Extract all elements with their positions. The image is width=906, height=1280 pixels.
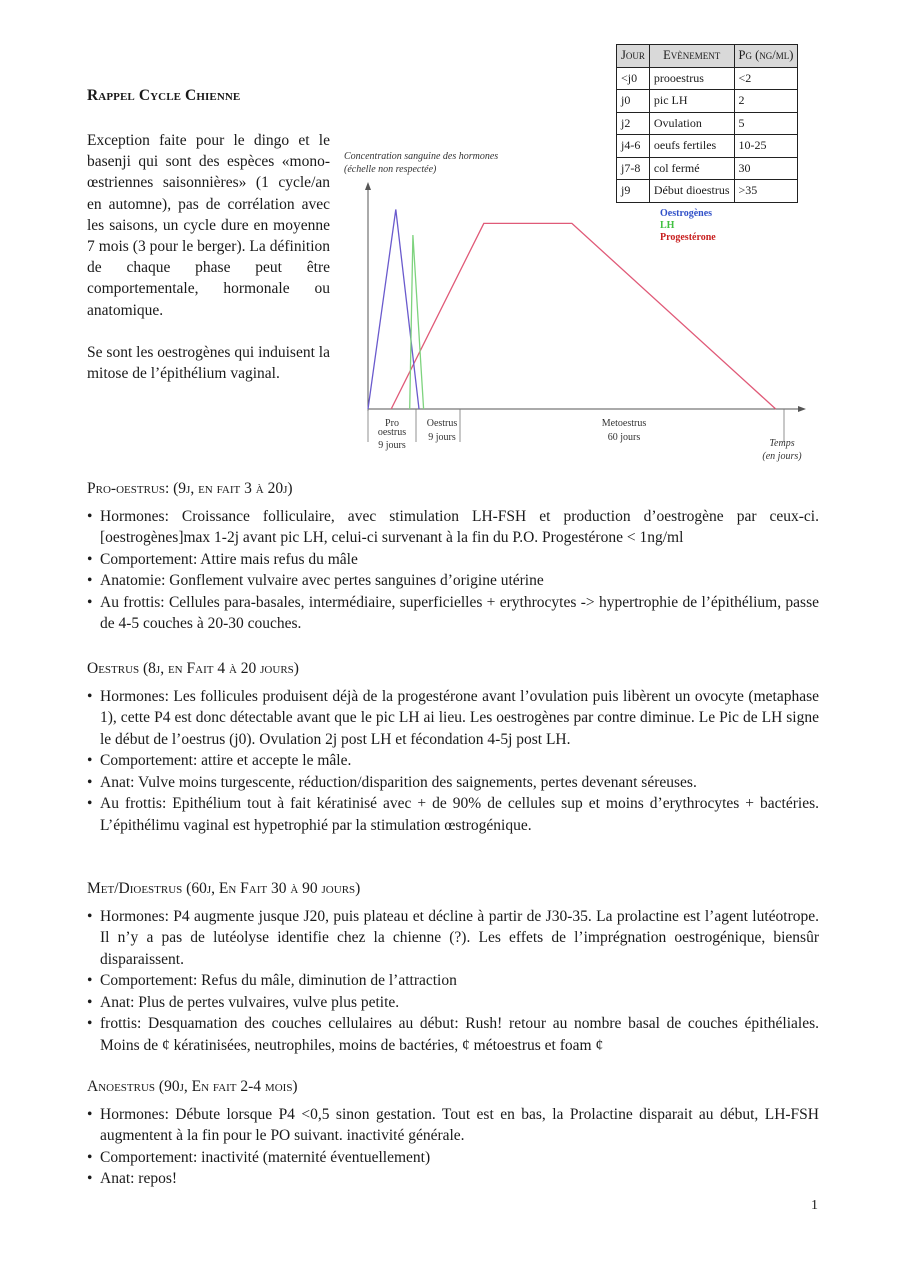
header-evenement: Evènement	[649, 45, 734, 68]
section-heading: Anoestrus (90j, En fait 2-4 mois)	[87, 1078, 298, 1095]
table-cell: j4-6	[617, 135, 650, 158]
page-number: 1	[811, 1198, 818, 1213]
table-row	[617, 112, 798, 135]
table-cell: Ovulation	[649, 112, 734, 135]
table-cell: j0	[617, 90, 650, 113]
list-item: • Anat: Plus de pertes vulvaires, vulve plus petite.	[87, 992, 819, 1014]
section-prooestrus	[87, 478, 819, 635]
intro-text	[87, 130, 330, 384]
phase-duration-prooestrus: 9 jours	[378, 440, 406, 451]
series-line-progesterone	[391, 223, 776, 409]
table-cell: prooestrus	[649, 67, 734, 90]
series-line-lh	[410, 235, 424, 409]
y-axis-arrow	[365, 182, 371, 190]
table-cell: j2	[617, 112, 650, 135]
list-item: • frottis: Desquamation des couches cellulaires au début: Rush! retour au nombre basal de couches épithéliales. Moins de ¢ kératinisées, neutrophiles, moins de bactéries, ¢ métoestrus et foam ¢	[87, 1013, 819, 1056]
page-title: Rappel Cycle Chienne	[87, 87, 241, 104]
table-cell: j7-8	[617, 157, 650, 180]
chart-xlabel-line1: Temps	[769, 438, 795, 449]
section-heading: Pro-oestrus: (9j, en fait 3 à 20j)	[87, 480, 293, 497]
list-item: • Anat: Vulve moins turgescente, réduction/disparition des saignements, pertes devenant séreuses.	[87, 772, 819, 794]
table-cell: 5	[734, 112, 798, 135]
table-row	[617, 90, 798, 113]
phase-label-prooestrus-1: Pro	[385, 418, 399, 429]
legend-entry: LH	[660, 220, 675, 231]
table-cell: 2	[734, 90, 798, 113]
table-cell: j9	[617, 180, 650, 203]
table-cell: 10-25	[734, 135, 798, 158]
section-heading: Oestrus (8j, en Fait 4 à 20 jours)	[87, 660, 299, 677]
list-item: • Hormones: Croissance folliculaire, avec stimulation LH-FSH et production d’oestrogène par ceux-ci. [oestrogènes]max 1-2j avant pic LH, celui-ci survenant à la fin du P.O. Progestérone < 1ng/ml	[87, 506, 819, 549]
list-item: • Comportement: Attire mais refus du mâle	[87, 549, 819, 571]
bullet-list	[87, 906, 819, 1057]
legend-entry: Oestrogènes	[660, 208, 713, 219]
table-cell: >35	[734, 180, 798, 203]
table-cell: 30	[734, 157, 798, 180]
chart-ylabel-line1: Concentration sanguine des hormones	[344, 151, 499, 162]
legend-entry: Progestérone	[660, 232, 716, 243]
list-item: • Anatomie: Gonflement vulvaire avec pertes sanguines d’origine utérine	[87, 570, 819, 592]
list-item: • Anat: repos!	[87, 1168, 819, 1190]
bullet-list	[87, 1104, 819, 1190]
table-header-row	[617, 45, 798, 68]
list-item: • Au frottis: Epithélium tout à fait kératinisé avec + de 90% de cellules sup et moins d’erythrocytes + bactéries. L’épithélimu vaginal est hypetrophié par la stimulation œstrogénique.	[87, 793, 819, 836]
header-pg: Pg (ng/ml)	[734, 45, 798, 68]
list-item: • Hormones: P4 augmente jusque J20, puis plateau et décline à partir de J30-35. La prolactine est l’agent lutéotrope. Il n’y a pas de lutéolyse identifie chez la chienne (?). Les effets de l’imprégnation oestrogénique, biensûr disparaissent.	[87, 906, 819, 971]
table-row	[617, 67, 798, 90]
section-heading: Met/Dioestrus (60j, En Fait 30 à 90 jours)	[87, 880, 361, 897]
table-cell: pic LH	[649, 90, 734, 113]
list-item: • Au frottis: Cellules para-basales, intermédiaire, superficielles + erythrocytes -> hypertrophie de l’épithélium, passe de 4-5 couches à 20-30 couches.	[87, 592, 819, 635]
table-cell: <j0	[617, 67, 650, 90]
bullet-list	[87, 686, 819, 837]
table-cell: Début dioestrus	[649, 180, 734, 203]
phase-label-oestrus: Oestrus	[426, 418, 458, 429]
bullet-list	[87, 506, 819, 635]
phase-duration-oestrus: 9 jours	[428, 432, 456, 443]
list-item: • Comportement: Refus du mâle, diminution de l’attraction	[87, 970, 819, 992]
list-item: • Comportement: inactivité (maternité éventuellement)	[87, 1147, 819, 1169]
header-jour: Jour	[617, 45, 650, 68]
intro-paragraph-2: Se sont les oestrogènes qui induisent la mitose de l’épithélium vaginal.	[87, 343, 330, 383]
phase-label-metoestrus: Metoestrus	[601, 418, 647, 429]
intro-paragraph-1: Exception faite pour le dingo et le basenji qui sont des espèces «mono-œstriennes saisonnières» (1 cycle/an en automne), pas de corrélation avec les saisons, un cycle dure en moyenne 7 mois (3 pour le berger). La définition de chaque phase peut être comportementale, hormonale ou anatomique.	[87, 132, 330, 319]
list-item: • Hormones: Les follicules produisent déjà de la progestérone avant l’ovulation puis libèrent un ovocyte (metaphase 1), cette P4 est donc détectable avant que le pic LH ai lieu. Les oestrogènes par contre diminue. Le Pic de LH signe le début de l’oestrus (j0). Ovulation 2j post LH et fécondation 4-5j post LH.	[87, 686, 819, 751]
list-item: • Comportement: attire et accepte le mâle.	[87, 750, 819, 772]
table-cell: oeufs fertiles	[649, 135, 734, 158]
hormone-cycle-chart	[336, 146, 826, 468]
x-axis-arrow	[798, 406, 806, 412]
table-cell: <2	[734, 67, 798, 90]
chart-xlabel-line2: (en jours)	[762, 451, 802, 462]
section-oestrus	[87, 658, 819, 836]
table-cell: col fermé	[649, 157, 734, 180]
list-item: • Hormones: Débute lorsque P4 <0,5 sinon gestation. Tout est en bas, la Prolactine disparait au début, LH-FSH augmentent à la fin pour le PO suivant. inactivité générale.	[87, 1104, 819, 1147]
chart-ylabel-line2: (échelle non respectée)	[344, 164, 437, 175]
section-metdioestrus	[87, 878, 819, 1056]
phase-label-prooestrus-2: oestrus	[377, 427, 407, 438]
phase-duration-metoestrus: 60 jours	[607, 432, 641, 443]
section-anoestrus	[87, 1076, 819, 1190]
